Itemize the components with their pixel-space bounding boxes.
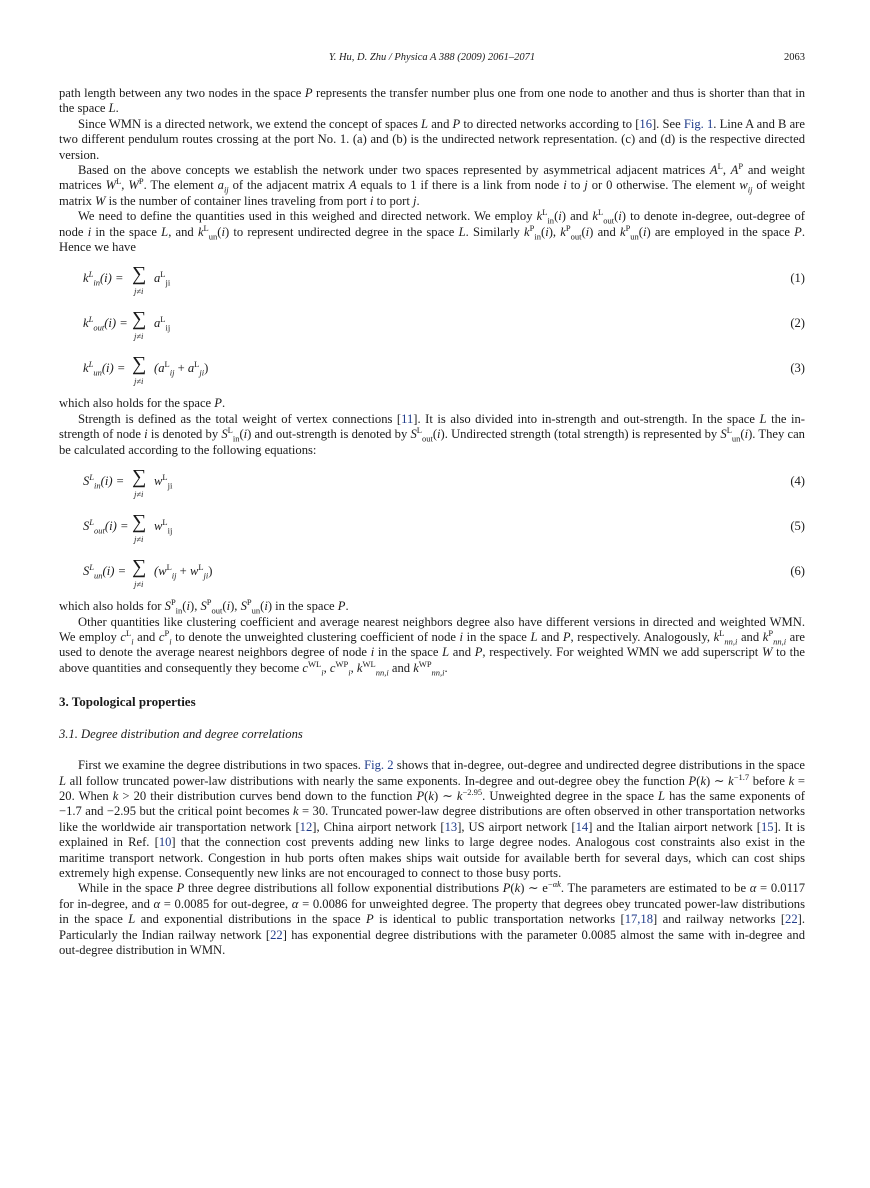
paragraph: Based on the above concepts we establish the network under two spaces represented by asymmetrical adjacent matrices $A^L$, $A^P$ and weight matrices $W^L$, $W^P$. The element $a_{ij}$ of the adjacent matrix A equals to 1 if there is a link from node i to j or 0 otherwise. The element $w_{ij}$ of weight matrix W is the number of container lines traveling from port i to port j. xyxy=(59,160,806,208)
equation-1: $k^L_{in}(i)$ = ∑ j≠i $a^L_{ji}$ (1) xyxy=(83,263,805,297)
paper-page xyxy=(59,52,805,958)
equation-number: (5) xyxy=(790,519,805,534)
citation-link[interactable]: 17,18 xyxy=(624,912,654,927)
citation-link[interactable]: 14 xyxy=(575,819,589,834)
equation-2: $k^L_{out}(i)$ = ∑ j≠i $a^L_{ij}$ (2) xyxy=(83,308,805,342)
subsection-heading: 3.1. Degree distribution and degree correlations xyxy=(59,727,303,742)
citation-link[interactable]: 10 xyxy=(158,835,172,850)
paragraph: which also holds for the space P. xyxy=(59,396,226,411)
equation-4: $S^L_{in}(i)$ = ∑ j≠i $w^L_{ji}$ (4) xyxy=(83,466,805,500)
equation-number: (6) xyxy=(790,564,805,579)
equation-number: (1) xyxy=(790,271,805,286)
citation-link[interactable]: 13 xyxy=(444,819,458,834)
equation-6: $S^L_{un}(i)$ = ∑ j≠i $(w^L_{ij} + w^L_{ji})$ (6) xyxy=(83,556,805,590)
paragraph: Strength is defined as the total weight of vertex connections [11]. It is also divided into in-strength and out-strength. In the space L the in-strength of node i is denoted by $S^L_{in}(i)$ and out-strength is denoted by $S^L_{out}(i)$. Undirected strength (total strength) is represented by $S^L_{un}(i)$. They can be calculated according to the following equations: xyxy=(59,411,805,457)
equation-5: $S^L_{out}(i)$ = ∑ j≠i $w^L_{ij}$ (5) xyxy=(83,511,805,545)
citation-link[interactable]: 11 xyxy=(401,411,414,426)
equation-number: (4) xyxy=(790,474,805,489)
equation-number: (2) xyxy=(790,316,805,331)
paragraph: While in the space P three degree distributions all follow exponential distributions P(k) ∼ $e^{-\alpha k}$. The parameters are estimated to be α = 0.0117 for in-degree, and α = 0.0085 for out-degree, α = 0.0086 for unweighted degree. The property that degrees obey truncated power-law distributions in the space L and exponential distributions in the space P is identical to public transportation networks [17,18] and railway networks [22]. Particularly the Indian railway network [22] has exponential degree distributions with the parameter 0.0085 almost the same with in-degree and out-degree distribution in WMN. xyxy=(59,879,805,957)
page-number: 2063 xyxy=(784,52,805,63)
paragraph: path length between any two nodes in the space P represents the transfer number plus one from one node to another and thus is shorter than that in the space L. xyxy=(59,86,805,116)
running-head: Y. Hu, D. Zhu / Physica A 388 (2009) 2061–2071 xyxy=(328,52,536,63)
figure-link[interactable]: Fig. 2 xyxy=(364,758,394,773)
citation-link[interactable]: 16 xyxy=(639,116,652,131)
figure-link[interactable]: Fig. 1 xyxy=(683,116,714,131)
paragraph: which also holds for $S^P_{in}(i)$, $S^P_{out}(i)$, $S^P_{un}(i)$ in the space P. xyxy=(59,596,349,616)
citation-link[interactable]: 12 xyxy=(299,819,313,834)
section-heading: 3. Topological properties xyxy=(59,694,196,710)
paragraph: Since WMN is a directed network, we extend the concept of spaces L and P to directed networks according to [16]. See Fig. 1. Line A and B are two different pendulum routes crossing at the port No. 1. (a) and (b) is the undirected network representation. (c) and (d) is the respective directed version. xyxy=(59,116,805,162)
equation-number: (3) xyxy=(790,361,805,376)
paragraph: First we examine the degree distributions in two spaces. Fig. 2 shows that in-degree, out-degree and undirected degree distributions in the space L all follow truncated power-law distributions with nearly the same exponents. In-degree and out-degree obey the function P(k) ∼ $k^{-1.7}$ before k = 20. When k > 20 their distribution curves bend down to the function P(k) ∼ $k^{-2.95}$. Unweighted degree in the space L has the same exponents of −1.7 and −2.95 but the critical point becomes k = 30. Truncated power-law degree distributions are often observed in other transportation networks like the worldwide air transportation network [12], China airport network [13], US airport network [14] and the Italian airport network [15]. It is explained in Ref. [10] that the connection cost prevents adding new links to large degree nodes. Analogous cost constraints also exist in the maritime transport network. Congestion in hub ports often makes ships wait outside for available berth for several days, which can cost ships extremely high expense. Consequently new links are not encouraged to connect to those busy ports. xyxy=(59,758,805,880)
citation-link[interactable]: 22 xyxy=(270,927,283,942)
citation-link[interactable]: 22 xyxy=(785,912,798,927)
page-header xyxy=(59,52,805,70)
citation-link[interactable]: 15 xyxy=(761,819,774,834)
paragraph: We need to define the quantities used in this weighed and directed network. We employ $k^L_{in}(i)$ and $k^L_{out}(i)$ to denote in-degree, out-degree of node i in the space L, and $k^L_{un}(i)$ to represent undirected degree in the space L. Similarly $k^P_{in}(i)$, $k^P_{out}(i)$ and $k^P_{un}(i)$ are employed in the space P. Hence we have xyxy=(59,207,805,255)
equation-3: $k^L_{un}(i)$ = ∑ j≠i $(a^L_{ij} + a^L_{ji})$ (3) xyxy=(83,353,805,387)
paragraph: Other quantities like clustering coefficient and average nearest neighbors degree also have different versions in directed and weighted WMN. We employ $c^L_i$ and $c^P_i$ to denote the unweighted clustering coefficient of node i in the space L and P, respectively. Analogously, $k^L_{nn,i}$ and $k^P_{nn,i}$ are used to denote the average nearest neighbors degree of node i in the space L and P, respectively. For weighted WMN we add superscript W to the above quantities and consequently they become $c^{WL}_i$, $c^{WP}_i$, $k^{WL}_{nn,i}$ and $k^{WP}_{nn,i}$. xyxy=(59,614,806,678)
